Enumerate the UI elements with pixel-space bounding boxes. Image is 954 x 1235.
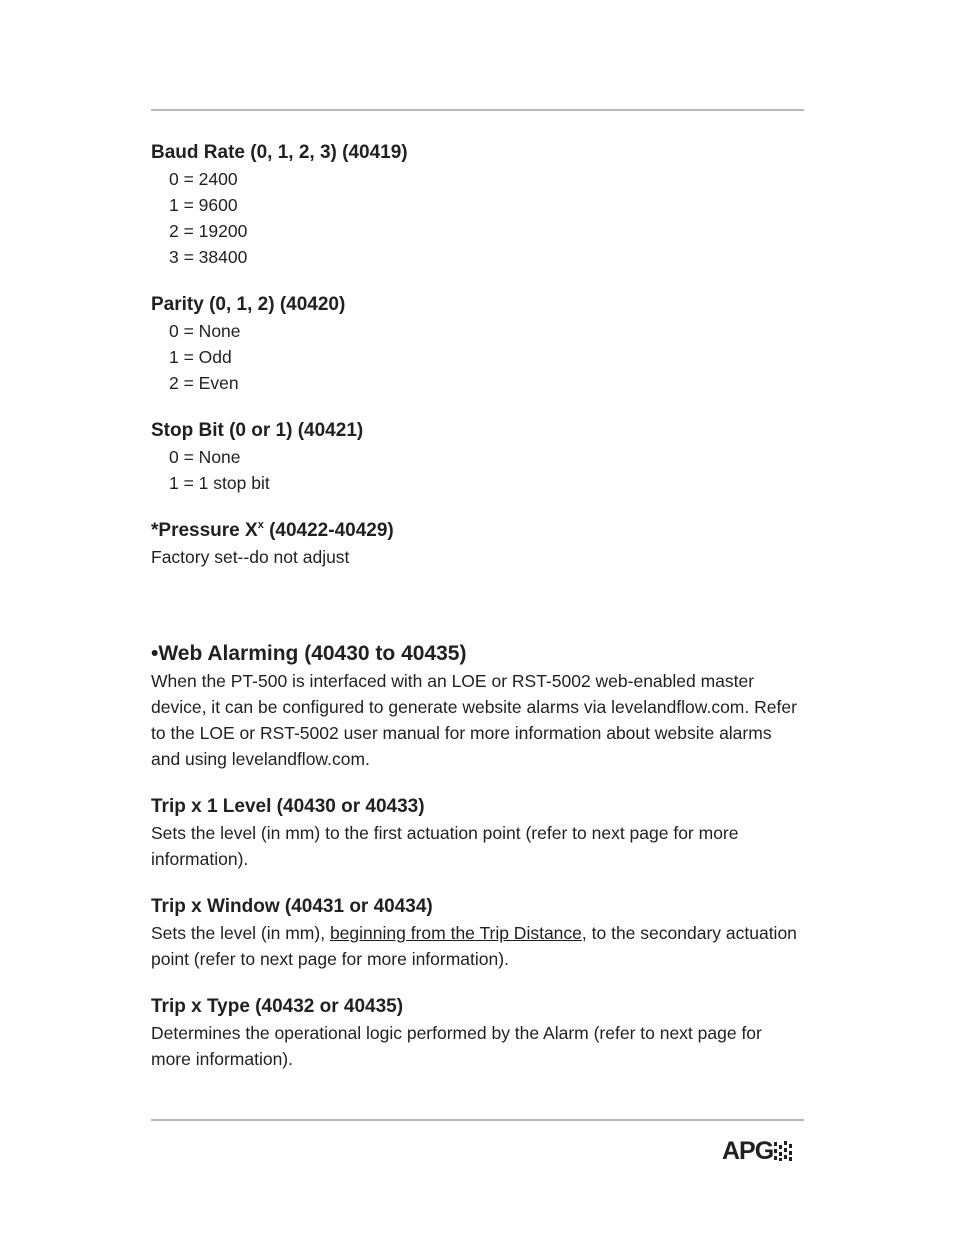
header-rule [151,109,804,111]
trip-level-text: Sets the level (in mm) to the first actuation point (refer to next page for more information). [151,823,739,869]
trip-type-text: Determines the operational logic performed by the Alarm (refer to next page for more information). [151,1023,762,1069]
trip-type-section [151,994,804,1072]
trip-level-section [151,794,804,872]
pressure-heading-sup: x [257,519,264,531]
pressure-heading-post: (40422-40429) [263,520,394,541]
baud-option: 0 = 2400 [169,169,238,189]
parity-option: 2 = Even [169,373,239,393]
parity-option: 1 = Odd [169,347,232,367]
stop-bit-section [151,418,804,496]
trip-window-heading: Trip x Window (40431 or 40434) [151,896,433,917]
trip-type-heading: Trip x Type (40432 or 40435) [151,996,404,1017]
pressure-heading-pre: *Pressure X [151,520,258,541]
trip-distance-link: beginning from the Trip Distance [329,923,582,943]
apg-logo-mark-icon [773,1140,793,1162]
trip-window-text-post: , to the secondary actuation point (refer to next page for more information). [151,923,797,969]
stop-bit-option: 1 = 1 stop bit [169,473,270,493]
trip-window-text-pre: Sets the level (in mm), [151,923,330,943]
pressure-heading [151,518,804,544]
document-body [151,140,804,1072]
pressure-section [151,518,804,570]
baud-option: 2 = 19200 [169,221,248,241]
apg-logo [722,1136,793,1166]
trip-window-section [151,894,804,972]
baud-rate-heading: Baud Rate (0, 1, 2, 3) (40419) [151,142,408,163]
trip-window-text [151,920,804,972]
web-alarming-text: When the PT-500 is interfaced with an LOE or RST-5002 web-enabled master device, it can be configured to generate website alarms via levelandflow.com. Refer to the LOE or RST-5002 user manual for more information about website alarms and using levelandflow.com. [151,671,797,769]
parity-option: 0 = None [169,321,241,341]
baud-option: 3 = 38400 [169,247,248,267]
parity-heading: Parity (0, 1, 2) (40420) [151,294,346,315]
pressure-text: Factory set--do not adjust [151,547,350,567]
stop-bit-heading: Stop Bit (0 or 1) (40421) [151,420,364,441]
parity-section [151,292,804,396]
baud-option: 1 = 9600 [169,195,238,215]
footer-rule [151,1119,804,1121]
apg-logo-text: APG [722,1136,774,1165]
web-alarming-heading: •Web Alarming (40430 to 40435) [151,642,467,665]
baud-rate-section [151,140,804,270]
stop-bit-option: 0 = None [169,447,241,467]
trip-level-heading: Trip x 1 Level (40430 or 40433) [151,796,425,817]
web-alarming-section [151,640,804,772]
